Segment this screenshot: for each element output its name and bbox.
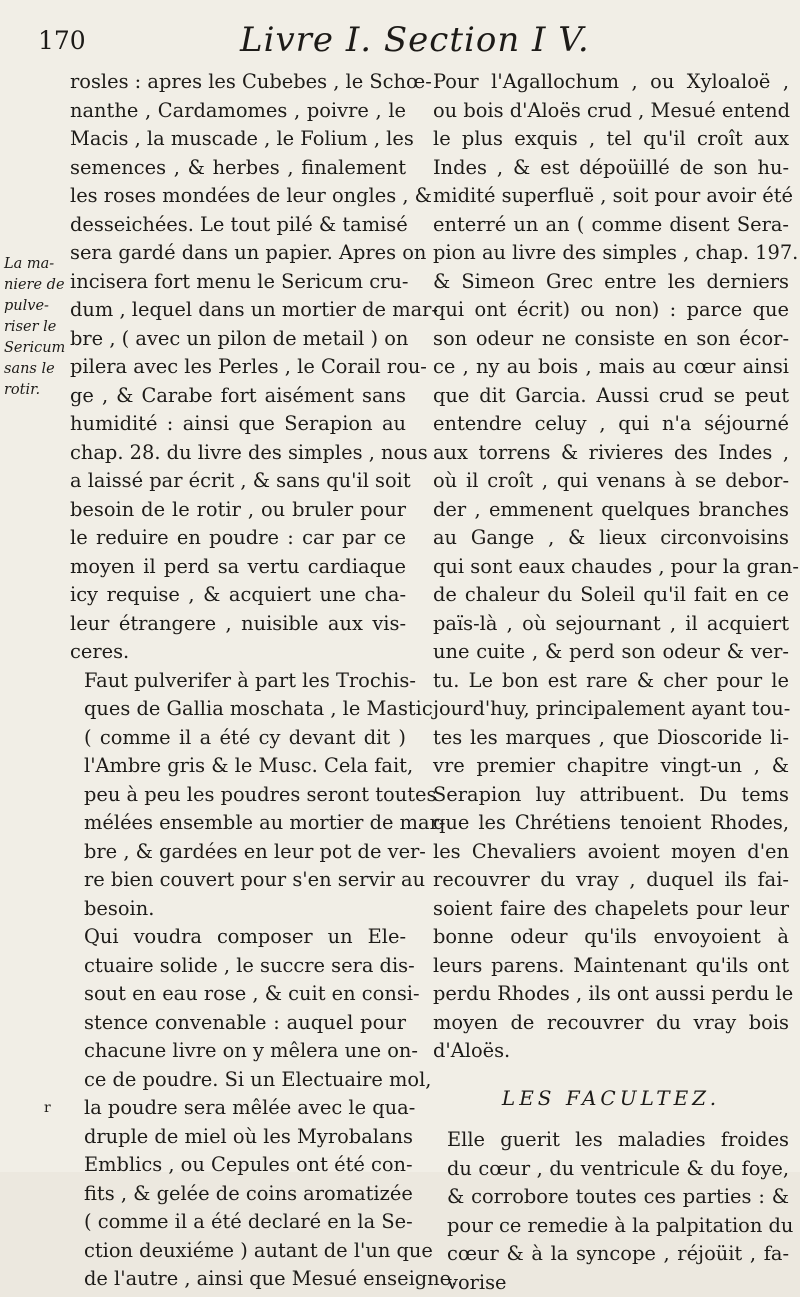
text-line: druple de miel où les Myrobalans xyxy=(70,1123,406,1152)
text-line: enterré un an ( comme disent Sera- xyxy=(433,211,789,240)
text-line: ( comme il a été declaré en la Se- xyxy=(70,1208,406,1237)
margin-note xyxy=(4,254,68,401)
text-line: pilera avec les Perles , le Corail rou- xyxy=(70,353,406,382)
text-line: ce , ny au bois , mais au cœur ainsi xyxy=(433,353,789,382)
text-line: incisera fort menu le Sericum cru- xyxy=(70,268,406,297)
text-line: stence convenable : auquel pour xyxy=(70,1009,406,1038)
margin-note-line: riser le xyxy=(4,317,68,338)
text-line: nanthe , Cardamomes , poivre , le xyxy=(70,97,406,126)
text-line: Qui voudra composer un Ele- xyxy=(70,923,406,952)
text-line: son odeur ne consiste en son écor- xyxy=(433,325,789,354)
paragraph xyxy=(70,667,406,924)
text-line: midité superfluë , soit pour avoir été xyxy=(433,182,789,211)
text-line: ctuaire solide , le succre sera dis- xyxy=(70,952,406,981)
text-line: der , emmenent quelques branches xyxy=(433,496,789,525)
text-line: bonne odeur qu'ils envoyoient à xyxy=(433,923,789,952)
text-line: entendre celuy , qui n'a séjourné xyxy=(433,410,789,439)
text-line: que dit Garcia. Aussi crud se peut xyxy=(433,382,789,411)
text-line: de chaleur du Soleil qu'il fait en ce xyxy=(433,581,789,610)
text-line: vre premier chapitre vingt-un , & xyxy=(433,752,789,781)
text-line: ques de Gallia moschata , le Mastic xyxy=(70,695,406,724)
text-line: desseichées. Le tout pilé & tamisé xyxy=(70,211,406,240)
text-line: ge , & Carabe fort aisément sans xyxy=(70,382,406,411)
right-column xyxy=(433,68,789,1297)
text-line: au Gange , & lieux circonvoisins xyxy=(433,524,789,553)
text-line: soient faire des chapelets pour leur xyxy=(433,895,789,924)
text-line: Indes , & est dépoüillé de son hu- xyxy=(433,154,789,183)
text-line: la poudre sera mêlée avec le qua- xyxy=(70,1094,406,1123)
text-line: recouvrer du vray , duquel ils fai- xyxy=(433,866,789,895)
text-line: & Simeon Grec entre les derniers xyxy=(433,268,789,297)
text-line: dum , lequel dans un mortier de mar- xyxy=(70,296,406,325)
text-line: ction deuxiéme ) autant de l'un que xyxy=(70,1237,406,1266)
text-line: Pour l'Agallochum , ou Xyloaloë , xyxy=(433,68,789,97)
text-line: le reduire en poudre : car par ce xyxy=(70,524,406,553)
text-line: qui sont eaux chaudes , pour la gran- xyxy=(433,553,789,582)
text-line: aux torrens & rivieres des Indes , xyxy=(433,439,789,468)
text-line: re bien couvert pour s'en servir au xyxy=(70,866,406,895)
running-title: Livre I. Section I V. xyxy=(240,20,590,60)
text-line: du cœur , du ventricule & du foye, xyxy=(433,1155,789,1184)
section-title: LES FACULTEZ. xyxy=(433,1084,789,1113)
margin-note-line: rotir. xyxy=(4,380,68,401)
text-line: Faut pulverifer à part les Trochis- xyxy=(70,667,406,696)
text-line: rosles : apres les Cubebes , le Schœ- xyxy=(70,68,406,97)
text-line: ( comme il a été cy devant dit ) xyxy=(70,724,406,753)
text-line: pion au livre des simples , chap. 197. xyxy=(433,239,789,268)
text-line: l'Ambre gris & le Musc. Cela fait, xyxy=(70,752,406,781)
text-line: qui ont écrit) ou non) : parce que xyxy=(433,296,789,325)
page-number: 170 xyxy=(38,26,86,55)
text-line: a laissé par écrit , & sans qu'il soit xyxy=(70,467,406,496)
paragraph xyxy=(433,1126,789,1297)
text-line: leur étrangere , nuisible aux vis- xyxy=(70,610,406,639)
text-line: une cuite , & perd son odeur & ver- xyxy=(433,638,789,667)
text-line: moyen de recouvrer du vray bois xyxy=(433,1009,789,1038)
text-line: tes les marques , que Dioscoride li- xyxy=(433,724,789,753)
left-column xyxy=(70,68,406,1294)
text-line: besoin de le rotir , ou bruler pour xyxy=(70,496,406,525)
text-line: Elle guerit les maladies froides xyxy=(433,1126,789,1155)
paragraph xyxy=(70,68,406,667)
text-line: ce de poudre. Si un Electuaire mol, xyxy=(70,1066,406,1095)
paragraph xyxy=(433,68,789,1066)
text-line: Macis , la muscade , le Folium , les xyxy=(70,125,406,154)
footer-mark: r xyxy=(44,1100,51,1116)
margin-note-line: Sericum xyxy=(4,338,68,359)
text-line: peu à peu les poudres seront toutes xyxy=(70,781,406,810)
text-line: bre , & gardées en leur pot de ver- xyxy=(70,838,406,867)
margin-note-line: sans le xyxy=(4,359,68,380)
text-line: bre , ( avec un pilon de metail ) on xyxy=(70,325,406,354)
text-line: ceres. xyxy=(70,638,406,667)
text-line: perdu Rhodes , ils ont aussi perdu le xyxy=(433,980,789,1009)
text-line: ou bois d'Aloës crud , Mesué entend xyxy=(433,97,789,126)
text-line: moyen il perd sa vertu cardiaque xyxy=(70,553,406,582)
text-line: les roses mondées de leur ongles , & xyxy=(70,182,406,211)
text-line: cœur & à la syncope , réjoüit , fa- xyxy=(433,1240,789,1269)
text-line: chacune livre on y mêlera une on- xyxy=(70,1037,406,1066)
text-line: chap. 28. du livre des simples , nous xyxy=(70,439,406,468)
text-line: que les Chrétiens tenoient Rhodes, xyxy=(433,809,789,838)
text-line: & corrobore toutes ces parties : & xyxy=(433,1183,789,1212)
text-line: Serapion luy attribuent. Du tems xyxy=(433,781,789,810)
margin-note-line: niere de xyxy=(4,275,68,296)
text-line: sera gardé dans un papier. Apres on xyxy=(70,239,406,268)
margin-note-line: La ma- xyxy=(4,254,68,275)
text-line: où il croît , qui venans à se debor- xyxy=(433,467,789,496)
text-line: jourd'huy, principalement ayant tou- xyxy=(433,695,789,724)
text-line: le plus exquis , tel qu'il croît aux xyxy=(433,125,789,154)
text-line: fits , & gelée de coins aromatizée xyxy=(70,1180,406,1209)
text-line: Emblics , ou Cepules ont été con- xyxy=(70,1151,406,1180)
text-line: tu. Le bon est rare & cher pour le xyxy=(433,667,789,696)
text-line: semences , & herbes , finalement xyxy=(70,154,406,183)
text-line: les Chevaliers avoient moyen d'en xyxy=(433,838,789,867)
text-line: vorise xyxy=(433,1269,789,1297)
margin-note-line: pulve- xyxy=(4,296,68,317)
text-line: païs-là , où sejournant , il acquiert xyxy=(433,610,789,639)
text-line: pour ce remedie à la palpitation du xyxy=(433,1212,789,1241)
page-header xyxy=(0,20,800,60)
text-line: d'Aloës. xyxy=(433,1037,789,1066)
text-line: de l'autre , ainsi que Mesué enseigne. xyxy=(70,1265,406,1294)
text-line: mélées ensemble au mortier de mar- xyxy=(70,809,406,838)
paragraph xyxy=(70,923,406,1294)
text-line: besoin. xyxy=(70,895,406,924)
text-line: humidité : ainsi que Serapion au xyxy=(70,410,406,439)
text-line: sout en eau rose , & cuit en consi- xyxy=(70,980,406,1009)
text-line: leurs parens. Maintenant qu'ils ont xyxy=(433,952,789,981)
text-line: icy requise , & acquiert une cha- xyxy=(70,581,406,610)
